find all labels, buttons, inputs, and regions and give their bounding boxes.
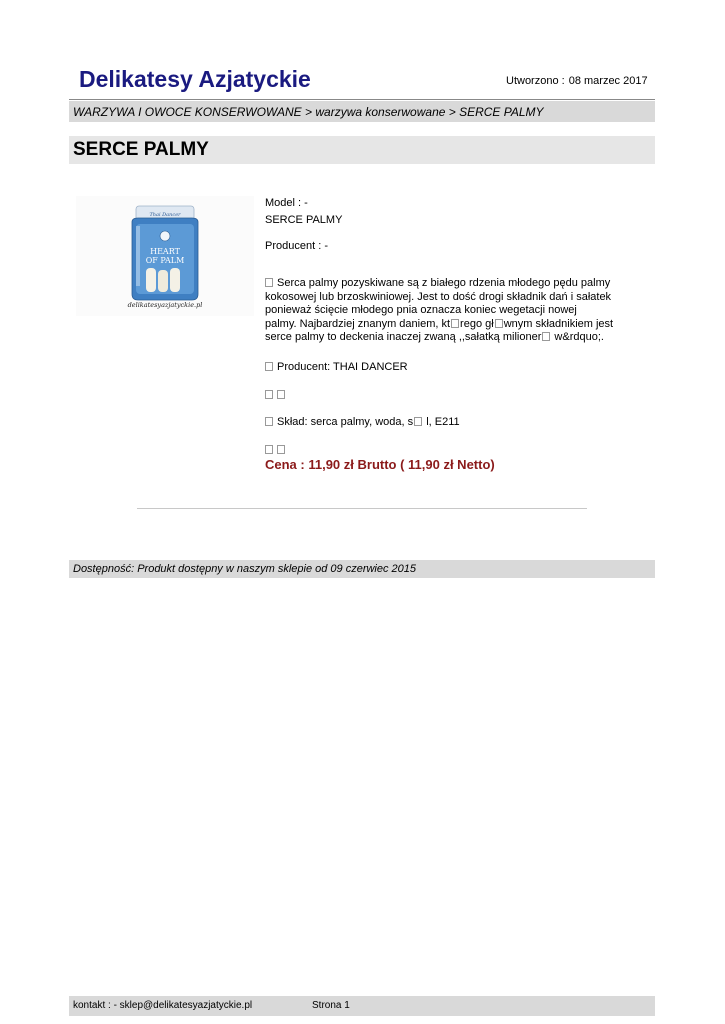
missing-glyph-icon [265,445,273,454]
product-description [265,277,625,345]
missing-glyph-icon [265,278,273,287]
product-name: SERCE PALMY [265,214,343,226]
created-label: Utworzono : [506,75,565,87]
product-image [76,196,254,316]
footer-contact: kontakt : - sklep@delikatesyazjatyckie.pl [73,1000,253,1011]
footer [69,996,655,1016]
breadcrumb-text: WARZYWA I OWOCE KONSERWOWANE > warzywa konserwowane > SERCE PALMY [73,105,544,119]
spacer-glyphs [265,443,289,457]
breadcrumb [69,101,655,122]
jar-label-line1: HEART [150,247,180,256]
availability-bar [69,560,655,578]
missing-glyph-icon [414,417,422,426]
missing-glyph-icon [277,390,285,399]
spacer-glyphs [265,388,289,402]
desc-line: kokosowej lub brzoskwiniowej. Jest to dość drogi składnik dań i sałatek [265,290,612,303]
header-rule [69,99,655,100]
product-title: SERCE PALMY [73,139,209,160]
store-name: Delikatesy Azjatyckie [79,66,311,92]
desc-line: ponieważ ścięcie młodego pnia oznacza koniec wegetacji nowej [265,304,577,316]
missing-glyph-icon [495,319,503,328]
desc-line: Serca palmy pozyskiwane są z białego rdzenia młodego pędu palmy [265,277,625,291]
model-label: Model : - [265,197,308,209]
producer-label: Producent : - [265,240,328,252]
heart-of-palm-jar-image [76,196,254,316]
missing-glyph-icon [542,332,550,341]
separator-line [137,508,587,509]
missing-glyph-icon [277,445,285,454]
product-price: Cena : 11,90 zł Brutto ( 11,90 zł Netto) [265,457,495,472]
jar-brand: Thai Dancer [149,212,181,218]
missing-glyph-icon [451,319,459,328]
watermark-text: delikatesyazjatyckie.pl [127,301,203,309]
page-number: Strona 1 [312,1000,350,1011]
missing-glyph-icon [265,390,273,399]
ingredients-line: Skład: serca palmy, woda, s l, E211 [265,415,460,429]
desc-line: serce palmy to deckenia inaczej zwaną ,,sałatką milioner w&rdquo;. [265,331,604,343]
producer-line: Producent: THAI DANCER [265,360,408,374]
jar-label-line2: OF PALM [145,256,185,265]
availability-text: Dostępność: Produkt dostępny w naszym sklepie od 09 czerwiec 2015 [73,563,417,575]
created-value: 08 marzec 2017 [568,75,648,87]
desc-line: palmy. Najbardziej znanym daniem, kt rego gł wnym składnikiem jest [265,317,614,330]
created-date [506,75,648,87]
missing-glyph-icon [265,417,273,426]
missing-glyph-icon [265,362,273,371]
product-title-bar [69,136,655,164]
